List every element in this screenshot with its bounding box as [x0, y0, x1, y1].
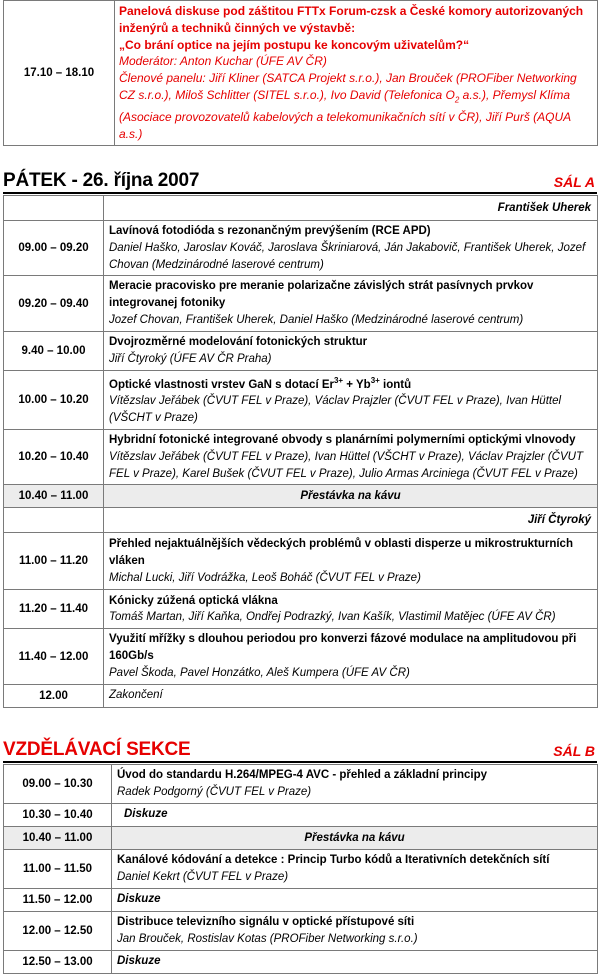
- table-row: 12.50 – 13.00 Diskuze: [4, 950, 598, 973]
- talk-authors: Pavel Škoda, Pavel Honzátko, Aleš Kumpera (ÚFE AV ČR): [109, 666, 410, 679]
- talk-title: Distribuce televizního signálu v optické přístupové síti: [117, 915, 415, 928]
- panel-question: „Co brání optice na jejím postupu ke koncovým uživatelům?“: [119, 37, 470, 52]
- talk-authors: Daniel Haško, Jaroslav Kováč, Jaroslava Škriniarová, Ján Jakabovič, František Uherek, Jozef Chovan (Medzinárodné laserové centrum): [109, 241, 586, 271]
- talk-authors: Vítězslav Jeřábek (ČVUT FEL v Praze), Ivan Hüttel (VŠCHT v Praze), Václav Prajzler (ČVUT FEL v Praze), Karel Bušek (ČVUT FEL v Praze), Julio Armas Arciniega (ČVUT FEL v Praze): [109, 450, 583, 480]
- panel-discussion-table: [3, 0, 598, 146]
- discussion-label: Diskuze: [112, 888, 598, 911]
- table-row: 10.30 – 10.40 Diskuze: [4, 803, 598, 826]
- panel-members: Členové panelu: Jiří Kliner (SATCA Projekt s.r.o.), Jan Brouček (PROFiber Networking CZ s.r.o.), Miloš Schlitter (SITEL s.r.o.), Ivo David (Telefonica $O_2$ a.s.), Přemysl Klíma (Asociace provozovatelů kabelových a telekomunikačních sítí v ČR), Jiří Purš (AQUA a.s.): [119, 71, 577, 141]
- discussion-label: Diskuze: [112, 803, 598, 826]
- table-row: 12.00 – 12.50 Distribuce televizního signálu v optické přístupové síti Jan Brouček, Rostislav Kotas (PROFiber Networking s.r.o.): [4, 911, 598, 950]
- section-title: VZDĚLÁVACÍ SEKCE: [3, 739, 191, 760]
- table-row: 09.20 – 09.40 Meracie pracovisko pre meranie polarizačne závislých strát pasívnych prvkov integrovanej fotoniky Jozef Chovan, František Uherek, Daniel Haško (Medzinárodné laserové centrum): [4, 276, 598, 331]
- closing-label: Zakončení: [104, 684, 598, 707]
- table-row: 11.50 – 12.00 Diskuze: [4, 888, 598, 911]
- talk-title: Přehled nejaktuálnějších vědeckých problémů v oblasti disperze u mikrostrukturních vláken: [109, 538, 573, 567]
- break-row: 10.40 – 11.00 Přestávka na kávu: [4, 826, 598, 849]
- schedule-table-a: [3, 195, 598, 708]
- talk-title: Lavínová fotodióda s rezonančným prevýšením (RCE APD): [109, 225, 431, 237]
- talk-authors: Jan Brouček, Rostislav Kotas (PROFiber Networking s.r.o.): [117, 932, 418, 945]
- table-row: 09.00 – 09.20 Lavínová fotodióda s rezonančným prevýšením (RCE APD) Daniel Haško, Jaroslav Kováč, Jaroslava Škriniarová, Ján Jakabovič, František Uherek, Jozef Chovan (Medzinárodné laserové centrum): [4, 221, 598, 276]
- break-label: Přestávka na kávu: [112, 826, 598, 849]
- table-row: 11.00 – 11.50 Kanálové kódování a detekce : Princip Turbo kódů a Iterativních detekčních sítí Daniel Kekrt (ČVUT FEL v Praze): [4, 849, 598, 888]
- room-label: SÁL B: [553, 743, 595, 759]
- talk-authors: Vítězslav Jeřábek (ČVUT FEL v Praze), Václav Prajzler (ČVUT FEL v Praze), Ivan Hüttel (VŠCHT v Praze): [109, 395, 562, 425]
- table-row: 11.40 – 12.00 Využití mřížky s dlouhou periodou pro konverzi fázové modulace na amplitudovou při 160Gb/s Pavel Škoda, Pavel Honzátko, Aleš Kumpera (ÚFE AV ČR): [4, 629, 598, 684]
- panel-moderator: Moderátor: Anton Kuchar (ÚFE AV ČR): [119, 54, 327, 69]
- talk-title: Úvod do standardu H.264/MPEG-4 AVC - přehled a základní principy: [117, 769, 487, 781]
- table-row: 12.00 Zakončení: [4, 684, 598, 707]
- talk-title: Optické vlastnosti vrstev GaN s dotací $Er^{3+} + Yb^{3+}$ iontů: [109, 375, 412, 391]
- talk-authors: Michal Lucki, Jiří Vodrážka, Leoš Boháč (ČVUT FEL v Praze): [109, 571, 421, 584]
- talk-title: Kónicky zúžená optická vlákna: [109, 594, 278, 607]
- table-row: 10.20 – 10.40 Hybridní fotonické integrované obvody s planárními polymerními optickými vlnovody Vítězslav Jeřábek (ČVUT FEL v Praze), Ivan Hüttel (VŠCHT v Praze), Václav Prajzler (ČVUT FEL v Praze), Karel Bušek (ČVUT FEL v Praze), Julio Armas Arciniega (ČVUT FEL v Praze): [4, 430, 598, 485]
- table-row: [4, 1, 598, 146]
- talk-authors: Radek Podgorný (ČVUT FEL v Praze): [117, 785, 312, 798]
- schedule-table-b: [3, 764, 598, 974]
- chair-row: [4, 508, 598, 533]
- session-time: 17.10 – 18.10: [4, 1, 115, 146]
- session-chair: Jiří Čtyroký: [104, 508, 598, 533]
- table-row: 10.00 – 10.20 Optické vlastnosti vrstev GaN s dotací $Er^{3+} + Yb^{3+}$ iontů Vítězslav Jeřábek (ČVUT FEL v Praze), Václav Prajzler (ČVUT FEL v Praze), Ivan Hüttel (VŠCHT v Praze): [4, 370, 598, 429]
- talk-authors: Jozef Chovan, František Uherek, Daniel Haško (Medzinárodné laserové centrum): [109, 313, 524, 326]
- section-b-heading: [3, 737, 597, 761]
- talk-authors: Tomáš Martan, Jiří Kaňka, Ondřej Podrazký, Ivan Kašík, Vlastimil Matějec (ÚFE AV ČR): [109, 611, 556, 624]
- table-row: 11.00 – 11.20 Přehled nejaktuálnějších vědeckých problémů v oblasti disperze u mikrostrukturních vláken Michal Lucki, Jiří Vodrážka, Leoš Boháč (ČVUT FEL v Praze): [4, 533, 598, 590]
- section-a-heading: [3, 168, 597, 192]
- talk-title: Kanálové kódování a detekce : Princip Turbo kódů a Iterativních detekčních sítí: [117, 853, 550, 866]
- panel-intro: Panelová diskuse pod záštitou FTTx Forum-czsk a České komory autorizovaných inženýrů a techniků činných ve výstavbě:: [119, 4, 584, 35]
- divider: [3, 192, 597, 194]
- chair-row: [4, 196, 598, 221]
- break-label: Přestávka na kávu: [104, 485, 598, 508]
- table-row: 9.40 – 10.00 Dvojrozměrné modelování fotonických struktur Jiří Čtyroký (ÚFE AV ČR Praha): [4, 331, 598, 370]
- talk-title: Hybridní fotonické integrované obvody s planárními polymerními optickými vlnovody: [109, 434, 576, 446]
- session-chair: František Uherek: [104, 196, 598, 221]
- talk-title: Meracie pracovisko pre meranie polarizačne závislých strát pasívnych prvkov integrovanej fotoniky: [109, 280, 534, 310]
- room-label: SÁL A: [553, 174, 595, 190]
- day-title: PÁTEK - 26. října 2007: [3, 170, 200, 191]
- break-row: 10.40 – 11.00 Přestávka na kávu: [4, 485, 598, 508]
- panel-description: [115, 1, 598, 146]
- talk-title: Dvojrozměrné modelování fotonických struktur: [109, 335, 368, 348]
- talk-title: Využití mřížky s dlouhou periodou pro konverzi fázové modulace na amplitudovou při 160Gb/s: [109, 633, 577, 663]
- talk-authors: Daniel Kekrt (ČVUT FEL v Praze): [117, 870, 289, 883]
- table-row: 11.20 – 11.40 Kónicky zúžená optická vlákna Tomáš Martan, Jiří Kaňka, Ondřej Podrazký, Ivan Kašík, Vlastimil Matějec (ÚFE AV ČR): [4, 590, 598, 629]
- table-row: 09.00 – 10.30 Úvod do standardu H.264/MPEG-4 AVC - přehled a základní principy Radek Podgorný (ČVUT FEL v Praze): [4, 765, 598, 804]
- talk-authors: Jiří Čtyroký (ÚFE AV ČR Praha): [109, 352, 272, 365]
- divider: [3, 761, 597, 763]
- discussion-label: Diskuze: [112, 950, 598, 973]
